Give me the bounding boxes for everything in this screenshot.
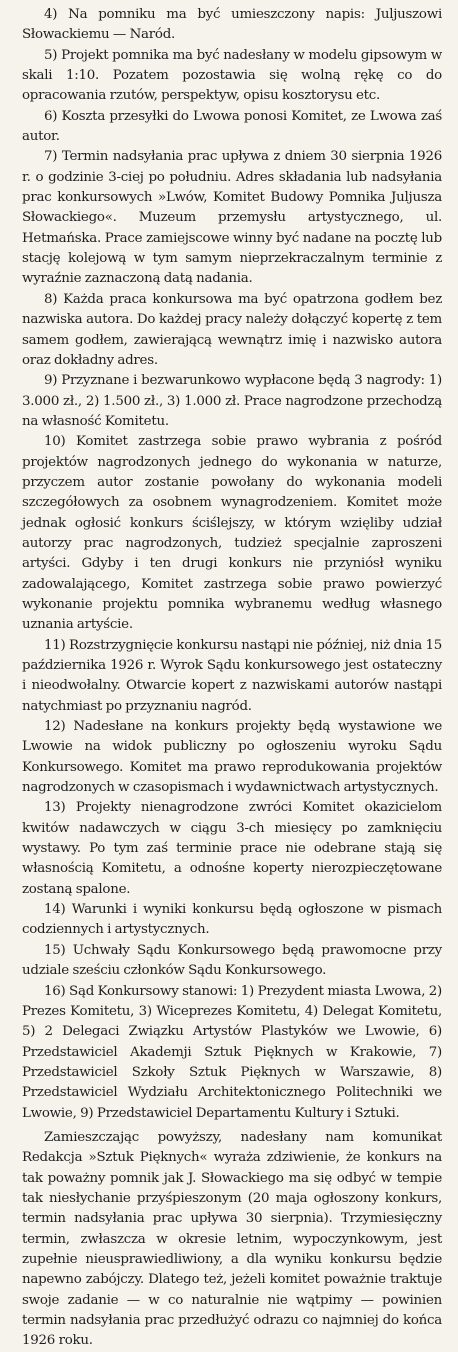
point-6: 6) Koszta przesyłki do Lwowa ponosi Komitet, ze Lwowa zaś autor. bbox=[22, 108, 442, 145]
point-10: 10) Komitet zastrzega sobie prawo wybrania z pośród projektów nagrodzonych jednego do wykonania w naturze, przyczem autor zostanie powołany do wykonania modeli szczegółowych za osobnem wynagrodzeniem. Komitet może jednak ogłosić konkurs ściślejszy, w którym wzięliby udział autorzy prac nagrodzonych, tudzież specjalnie zaproszeni artyści. Gdyby i ten drugi konkurs nie przyniósł wyniku zadowalającego, Komitet zastrzega sobie prawo powierzyć wykonanie projektu pomnika wybranemu według własnego uznania artyście. bbox=[22, 434, 442, 633]
editorial-comment: Zamieszczając powyższy, nadesłany nam komunikat Redakcja »Sztuk Pięknych« wyraża zdziwienie, że konkurs na tak poważny pomnik jak J. Słowackiego ma się odbyć w tempie tak niesłychanie przyśpieszonym (20 maja ogłoszony konkurs, termin nadsyłania prac upływa 30 sierpnia). Trzymiesięczny termin, zwłaszcza w okresie letnim, wypoczynkowym, jest zupełnie nieusprawiedliwiony, a dla wyniku konkursu będzie napewno zabójczy. Dlatego też, jeżeli komitet poważnie traktuje swoje zadanie — w co naturalnie nie wątpimy — powinien termin nadsyłania prac przedłużyć odrazu co najmniej do końca 1926 roku. bbox=[22, 1129, 442, 1349]
point-14: 14) Warunki i wyniki konkursu będą ogłoszone w pismach codziennych i artystycznych. bbox=[22, 902, 442, 938]
point-7: 7) Termin nadsyłania prac upływa z dniem 30 sierpnia 1926 r. o godzinie 3-ciej po południu. Adres składania lub nadsyłania prac konkursowych »Lwów, Komitet Budowy Pomnika Juljusza Słowackiego«. Muzeum przemysłu artystycznego, ul. Hetmańska. Prace zamiejscowe winny być nadane na pocztę lub stację kolejową w tym samym nieprzekraczalnym terminie z wyraźnie zaznaczoną datą nadania. bbox=[22, 149, 442, 287]
point-12: 12) Nadesłane na konkurs projekty będą wystawione we Lwowie na widok publiczny po ogłoszeniu wyroku Sądu Konkursowego. Komitet ma prawo reprodukowania projektów nagrodzonych w czasopismach i wydawnictwach artystycznych. bbox=[22, 719, 442, 796]
point-13: 13) Projekty nienagrodzone zwróci Komitet okazicielom kwitów nadawczych w ciągu 3-ch miesięcy po zamknięciu wystawy. Po tym zaś terminie prace nie odebrane stają się własnością Komitetu, a odnośne koperty nierozpieczętowane zostaną spalone. bbox=[22, 800, 442, 897]
point-11: 11) Rozstrzygnięcie konkursu nastąpi nie później, niż dnia 15 października 1926 r. Wyrok Sądu konkursowego jest ostateczny i nieodwołalny. Otwarcie kopert z nazwiskami autorów nastąpi natychmiast po przyznaniu nagród. bbox=[22, 637, 443, 714]
point-16: 16) Sąd Konkursowy stanowi: 1) Prezydent miasta Lwowa, 2) Prezes Komitetu, 3) Wiceprezes Komitetu, 4) Delegat Komitetu, 5) 2 Delegaci Związku Artystów Plastyków we Lwowie, 6) Przedstawiciel Akademji Sztuk Pięknych w Krakowie, 7) Przedstawiciel Szkoły Sztuk Pięknych w Warszawie, 8) Przedstawiciel Wydziału Architektonicznego Politechniki we Lwowie, 9) Przedstawiciel Departamentu Kultury i Sztuki. bbox=[22, 983, 442, 1121]
point-4: 4) Na pomniku ma być umieszczony napis: Juljuszowi Słowackiemu — Naród. bbox=[22, 7, 442, 43]
point-8: 8) Każda praca konkursowa ma być opatrzona godłem bez nazwiska autora. Do każdej pracy należy dołączyć kopertę z tem samem godłem, zawierającą wewnątrz imię i nazwisko autora oraz dokładny adres. bbox=[22, 291, 442, 368]
point-5: 5) Projekt pomnika ma być nadesłany w modelu gipsowym w skali 1:10. Pozatem pozostawia się wolną rękę co do opracowania rzutów, perspektyw, opisu kosztorysu etc. bbox=[22, 47, 442, 104]
point-9: 9) Przyznane i bezwarunkowo wypłacone będą 3 nagrody: 1) 3.000 zł., 2) 1.500 zł., 3) 1.000 zł. Prace nagrodzone przechodzą na własność Komitetu. bbox=[22, 373, 442, 429]
point-15: 15) Uchwały Sądu Konkursowego będą prawomocne przy udziale sześciu członków Sądu Konkursowego. bbox=[22, 942, 442, 979]
